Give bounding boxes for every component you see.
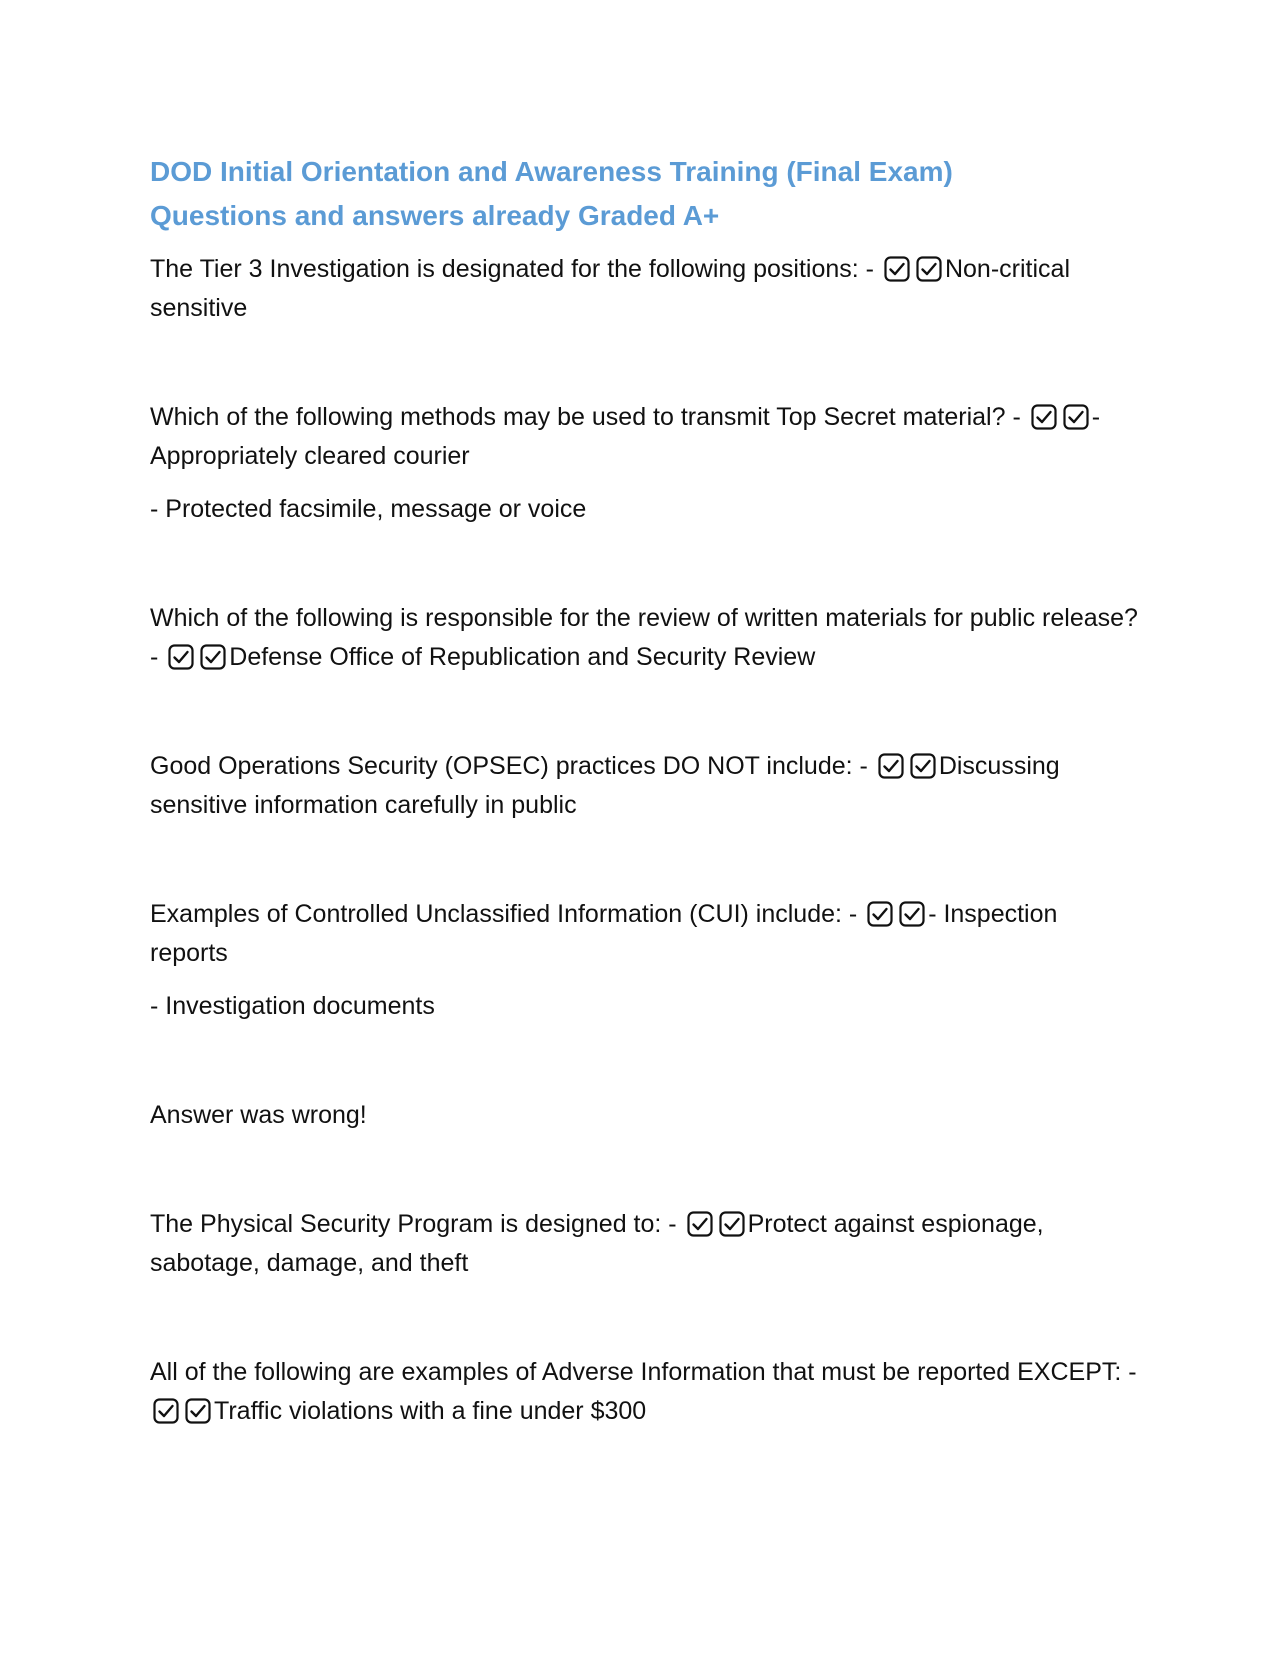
qa-text <box>150 895 1140 973</box>
answer-text: Non-critical sensitive <box>150 255 1070 322</box>
qa-text <box>150 398 1140 476</box>
qa-text <box>150 1205 1140 1283</box>
checked-checkbox-icon <box>1031 404 1057 430</box>
qa-item <box>150 747 1140 825</box>
answer-extra-text: - Investigation documents <box>150 992 435 1020</box>
qa-text <box>150 747 1140 825</box>
checked-checkbox-icon <box>168 644 194 670</box>
qa-item <box>150 599 1140 677</box>
checked-checkbox-icon <box>1063 404 1089 430</box>
note-text: Answer was wrong! <box>150 1101 367 1129</box>
answer-extra-text: - Protected facsimile, message or voice <box>150 495 587 523</box>
checked-checkbox-icon <box>884 256 910 282</box>
qa-item <box>150 398 1140 529</box>
answer-text: - Appropriately cleared courier <box>150 403 1101 470</box>
checked-checkbox-icon <box>185 1398 211 1424</box>
document-title <box>150 150 1140 238</box>
qa-item <box>150 250 1140 328</box>
document-page <box>150 150 1140 1431</box>
qa-text <box>150 250 1140 328</box>
qa-item <box>150 1205 1140 1283</box>
checked-checkbox-icon <box>719 1211 745 1237</box>
checked-checkbox-icon <box>200 644 226 670</box>
checked-checkbox-icon <box>916 256 942 282</box>
question-text: Which of the following methods may be used to transmit Top Secret material? - <box>150 403 1021 431</box>
qa-item <box>150 1353 1140 1431</box>
qa-text <box>150 599 1140 677</box>
qa-text <box>150 1353 1140 1431</box>
checked-checkbox-icon <box>687 1211 713 1237</box>
checked-checkbox-icon <box>878 753 904 779</box>
answer-text: Defense Office of Republication and Security Review <box>229 643 816 671</box>
question-text: Which of the following is responsible for the review of written materials for public release? - <box>150 604 1138 671</box>
question-text: The Physical Security Program is designed to: - <box>150 1210 677 1238</box>
question-text: Good Operations Security (OPSEC) practices DO NOT include: - <box>150 752 868 780</box>
answer-text: - Inspection reports <box>150 900 1058 967</box>
question-text: Examples of Controlled Unclassified Information (CUI) include: - <box>150 900 858 928</box>
title-line-2: Questions and answers already Graded A+ <box>150 200 720 231</box>
checked-checkbox-icon <box>867 901 893 927</box>
checked-checkbox-icon <box>153 1398 179 1424</box>
answer-text: Protect against espionage, sabotage, damage, and theft <box>150 1210 1044 1277</box>
question-text: All of the following are examples of Adverse Information that must be reported EXCEPT: - <box>150 1358 1137 1386</box>
question-text: The Tier 3 Investigation is designated for the following positions: - <box>150 255 875 283</box>
qa-note <box>150 1096 1140 1135</box>
checked-checkbox-icon <box>910 753 936 779</box>
answer-text: Traffic violations with a fine under $300 <box>214 1397 647 1425</box>
answer-text: Discussing sensitive information carefully in public <box>150 752 1060 819</box>
qa-item <box>150 895 1140 1026</box>
title-line-1: DOD Initial Orientation and Awareness Training (Final Exam) <box>150 156 953 187</box>
checked-checkbox-icon <box>899 901 925 927</box>
